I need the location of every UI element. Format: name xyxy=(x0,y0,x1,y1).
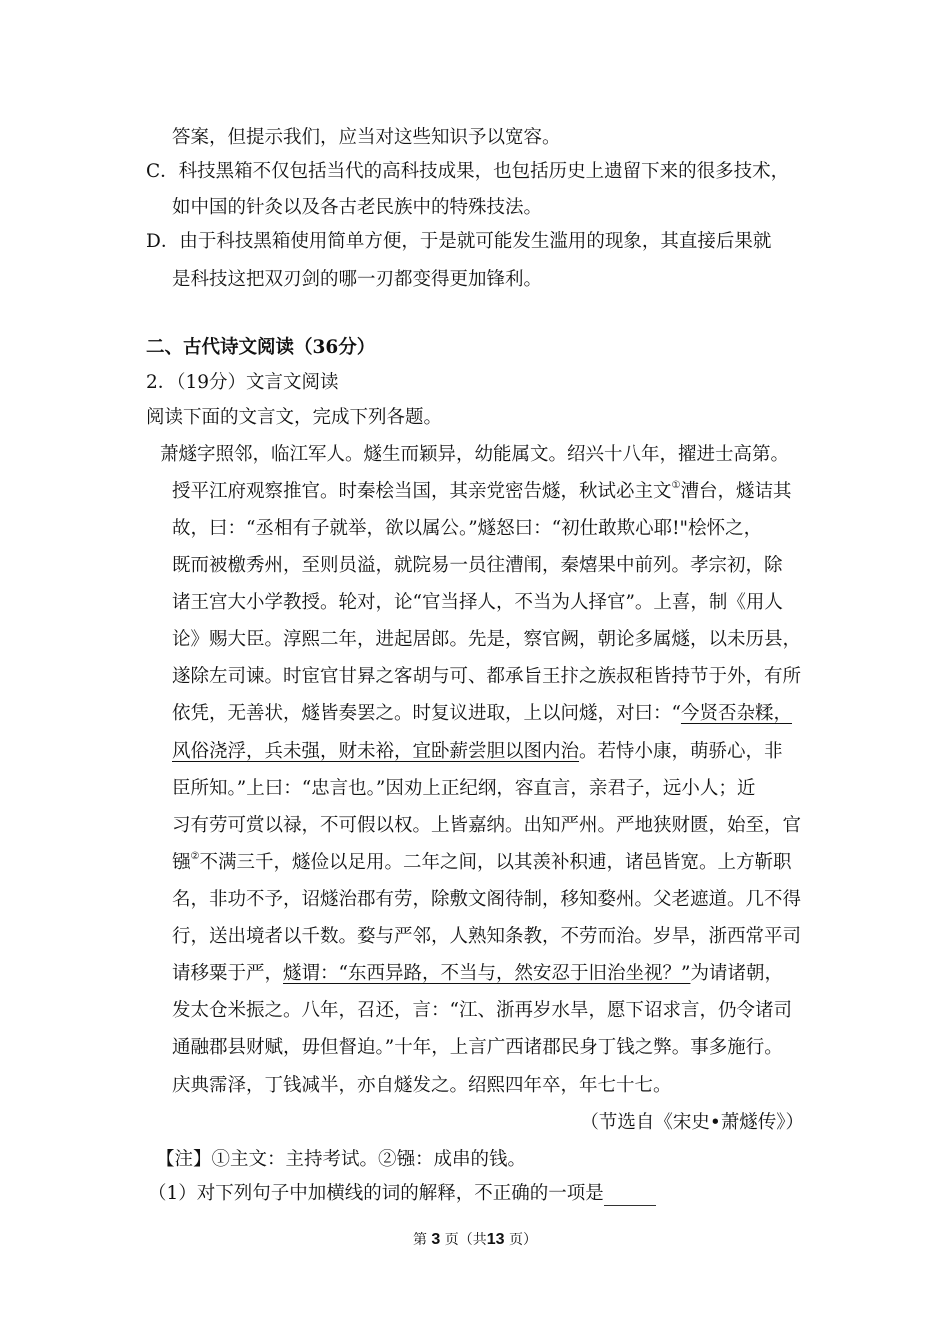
question-text: （1）对下列句子中加横线的词的解释，不正确的一项是 xyxy=(148,1183,604,1204)
passage-line: 庆典霈泽，丁钱减半，亦自燧发之。绍熙四年卒，年七十七。 xyxy=(172,1075,672,1096)
passage-line: 臣所知。”上曰：“忠言也。”因劝上正纪纲，容直言，亲君子，远小人；近 xyxy=(172,778,756,799)
passage-line: 故，曰：“丞相有子就举，欲以属公。”燧怒曰：“初仕敢欺心耶!"桧怀之， xyxy=(172,518,763,539)
text: 授平江府观察推官。时秦桧当国，其亲党密告燧，秋试必主文 xyxy=(172,481,672,502)
text: 漕台，燧诘其 xyxy=(680,481,792,502)
passage-line xyxy=(172,962,783,986)
option-c-label: C． xyxy=(146,161,179,182)
option-c-line2: 如中国的针灸以及各古老民族中的特殊技法。 xyxy=(172,197,543,218)
option-c-text: 科技黑箱不仅包括当代的高科技成果，也包括历史上遗留下来的很多技术， xyxy=(178,161,790,182)
footnotes: 【注】①主文：主持考试。②镪：成串的钱。 xyxy=(156,1149,527,1170)
footnote-ref: ① xyxy=(671,480,681,491)
option-d-label: D． xyxy=(146,231,180,252)
underlined-sentence: 今贤否杂糅， xyxy=(680,703,792,724)
option-d-text: 由于科技黑箱使用简单方便，于是就可能发生滥用的现象，其直接后果就 xyxy=(179,231,772,252)
passage-line: 发太仓米振之。八年，召还，言：“江、浙再岁水旱，愿下诏求言，仍令诸司 xyxy=(172,1000,792,1021)
option-d xyxy=(146,230,771,254)
passage-line: 通融郡县财赋，毋但督迫。”十年，上言广西诸郡民身丁钱之弊。事多施行。 xyxy=(172,1037,783,1058)
sub-question-1 xyxy=(148,1182,656,1206)
passage-line: 萧燧字照邻，临江军人。燧生而颖异，幼能属文。绍兴十八年，擢进士高第。 xyxy=(160,444,790,465)
text: 页（共 xyxy=(444,1232,487,1248)
page-number: 3 xyxy=(431,1231,441,1248)
text: 。若恃小康，萌骄心，非 xyxy=(579,741,783,762)
passage-line: 名，非功不予，诏燧治郡有劳，除敷文阁待制，移知婺州。父老遮道。几不得 xyxy=(172,889,802,910)
passage-line: 遂除左司谏。时宦官甘昪之客胡与可、都承旨王抃之族叔秬皆持节于外，有所 xyxy=(172,666,802,687)
passage-line: 诸王宫大小学教授。轮对，论“官当择人，不当为人择官”。上喜，制《用人 xyxy=(172,592,783,613)
answer-blank xyxy=(604,1187,656,1206)
option-c xyxy=(146,160,789,184)
option-b-continuation: 答案，但提示我们，应当对这些知识予以宽容。 xyxy=(172,127,561,148)
passage-line: 既而被檄秀州，至则员溢，就院易一员往漕闱，秦熺果中前列。孝宗初，除 xyxy=(172,555,783,576)
passage-line xyxy=(172,702,792,726)
text: 页） xyxy=(509,1232,538,1248)
text: 依凭，无善状，燧皆奏罢之。时复议进取，上以问燧，对曰：“ xyxy=(172,703,681,724)
passage-source: （节选自《宋史•萧燧传》） xyxy=(580,1112,804,1133)
passage-line xyxy=(172,740,783,764)
total-pages: 13 xyxy=(486,1231,505,1248)
passage-line: 习有劳可赏以禄，不可假以权。上皆嘉纳。出知严州。严地狭财匮，始至，官 xyxy=(172,815,802,836)
text: 不满三千，燧俭以足用。二年之间，以其羡补积逋，诸邑皆宽。上方靳职 xyxy=(199,852,792,873)
text: 请移粟于严， xyxy=(172,963,284,984)
question-heading: 2．（19分）文言文阅读 xyxy=(146,372,339,393)
underlined-sentence: 燧谓：“东西异路，不当与，然安忍于旧治坐视？” xyxy=(283,963,691,984)
footnote-ref: ② xyxy=(190,851,200,862)
passage-line xyxy=(172,480,792,504)
text: 第 xyxy=(412,1232,427,1248)
underlined-sentence: 风俗浇浮，兵未强，财未裕，宜卧薪尝胆以图内治 xyxy=(172,741,580,762)
section-title: 二、古代诗文阅读（36分） xyxy=(146,337,376,358)
option-d-line2: 是科技这把双刃剑的哪一刃都变得更加锋利。 xyxy=(172,269,543,290)
text: 镪 xyxy=(172,852,191,873)
passage-line xyxy=(172,851,792,875)
page-footer xyxy=(0,1229,950,1249)
passage-line: 论》赐大臣。淳熙二年，进起居郎。先是，察官阙，朝论多属燧，以未历县， xyxy=(172,629,802,650)
passage-line: 行，送出境者以千数。婺与严邻，人熟知条教，不劳而治。岁旱，浙西常平司 xyxy=(172,926,802,947)
text: 为请诸朝， xyxy=(690,963,783,984)
instruction: 阅读下面的文言文，完成下列各题。 xyxy=(146,407,443,428)
